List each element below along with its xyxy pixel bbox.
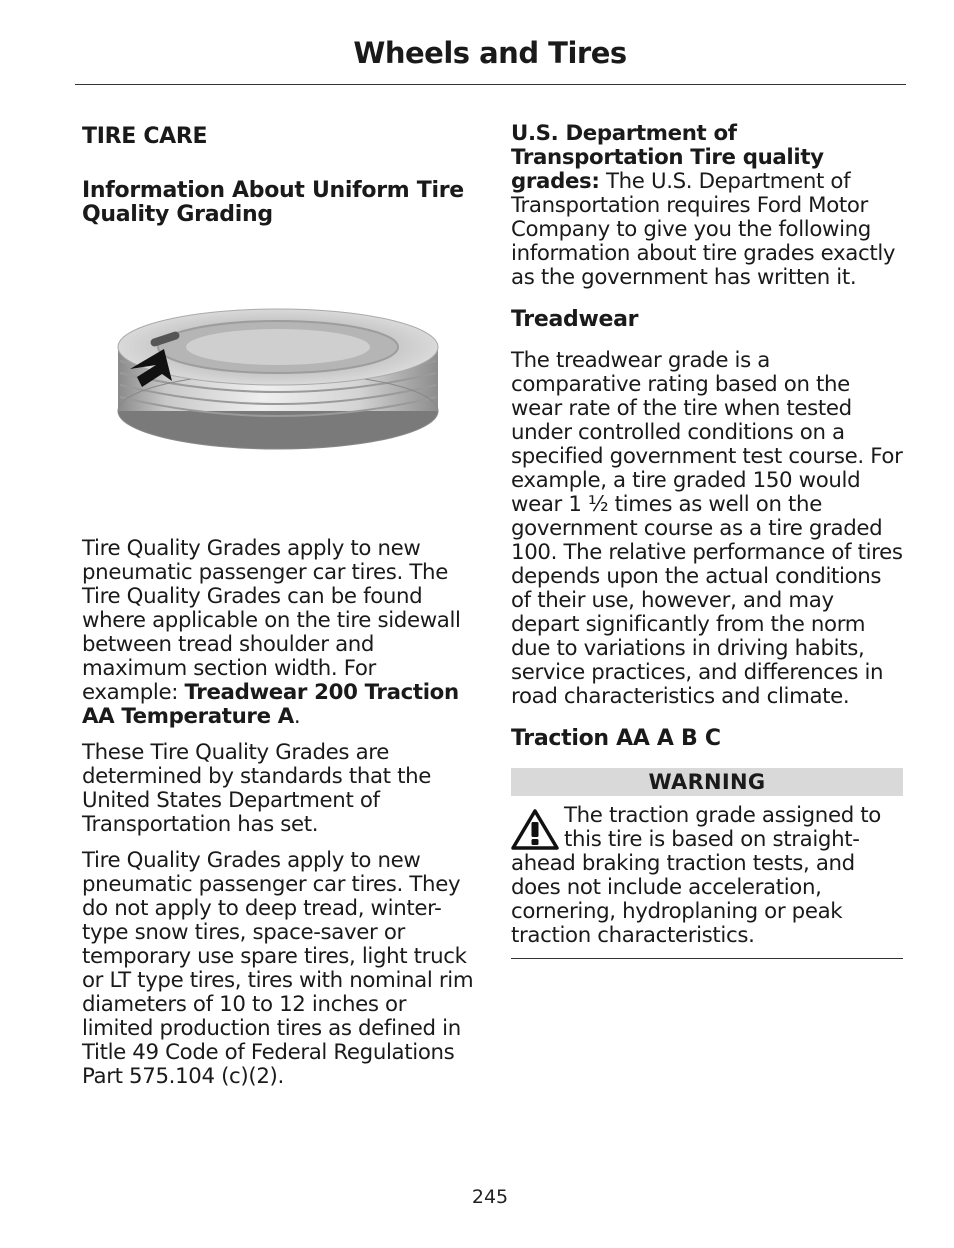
warning-text: The traction grade assigned to this tire is based on straight-ahead braking traction tests, and does not include acceleration, cornering, hydroplaning or peak traction characteristics.: [511, 803, 881, 948]
tire-illustration: [112, 289, 442, 469]
dot-text: The U.S. Department of Transportation requires Ford Motor Company to give you the following information about tire grades exactly as the government has written it.: [511, 169, 896, 290]
section-heading: TIRE CARE: [82, 124, 208, 149]
right-column: [511, 122, 903, 959]
para1-example: Treadwear 200 Traction AA Temperature A: [82, 680, 459, 729]
left-column: [82, 122, 474, 1101]
paragraph-dot: [511, 122, 903, 290]
paragraph-standards: These Tire Quality Grades are determined by standards that the United States Department of Transportation has set.: [82, 740, 431, 837]
treadwear-heading: Treadwear: [511, 307, 639, 332]
warning-divider: [511, 958, 903, 959]
dot-heading: U.S. Department of Transportation Tire quality grades:: [511, 121, 824, 194]
page-title: Wheels and Tires: [353, 36, 627, 70]
paragraph-exclusions: Tire Quality Grades apply to new pneumatic passenger car tires. They do not apply to deep tread, winter-type snow tires, space-saver or temporary use spare tires, light truck or LT type tires, tires with nominal rim diameters of 10 to 12 inches or limited production tires as defined in Title 49 Code of Federal Regulations Part 575.104 (c)(2).: [82, 848, 474, 1089]
subheading: Information About Uniform Tire Quality Grading: [82, 178, 464, 227]
traction-heading: Traction AA A B C: [511, 726, 721, 751]
paragraph-grades-intro: [82, 537, 474, 729]
para1-end: .: [293, 704, 301, 729]
warning-block: [511, 804, 903, 948]
page-number: 245: [471, 1186, 509, 1208]
title-divider: [75, 84, 906, 85]
para1-text: Tire Quality Grades apply to new pneumatic passenger car tires. The Tire Quality Grades can be found where applicable on the tire sidewall between tread shoulder and maximum section width. For example:: [82, 536, 461, 705]
warning-banner: WARNING: [511, 768, 903, 796]
warning-triangle-icon: [510, 808, 560, 852]
treadwear-text: The treadwear grade is a comparative rating based on the wear rate of the tire when tested under controlled conditions on a specified government test course. For example, a tire graded 150 would wear 1 ½ times as well on the government course as a tire graded 100. The relative performance of tires depends upon the actual conditions of their use, however, and may depart significantly from the norm due to variations in driving habits, service practices, and differences in road characteristics and climate.: [511, 348, 903, 709]
